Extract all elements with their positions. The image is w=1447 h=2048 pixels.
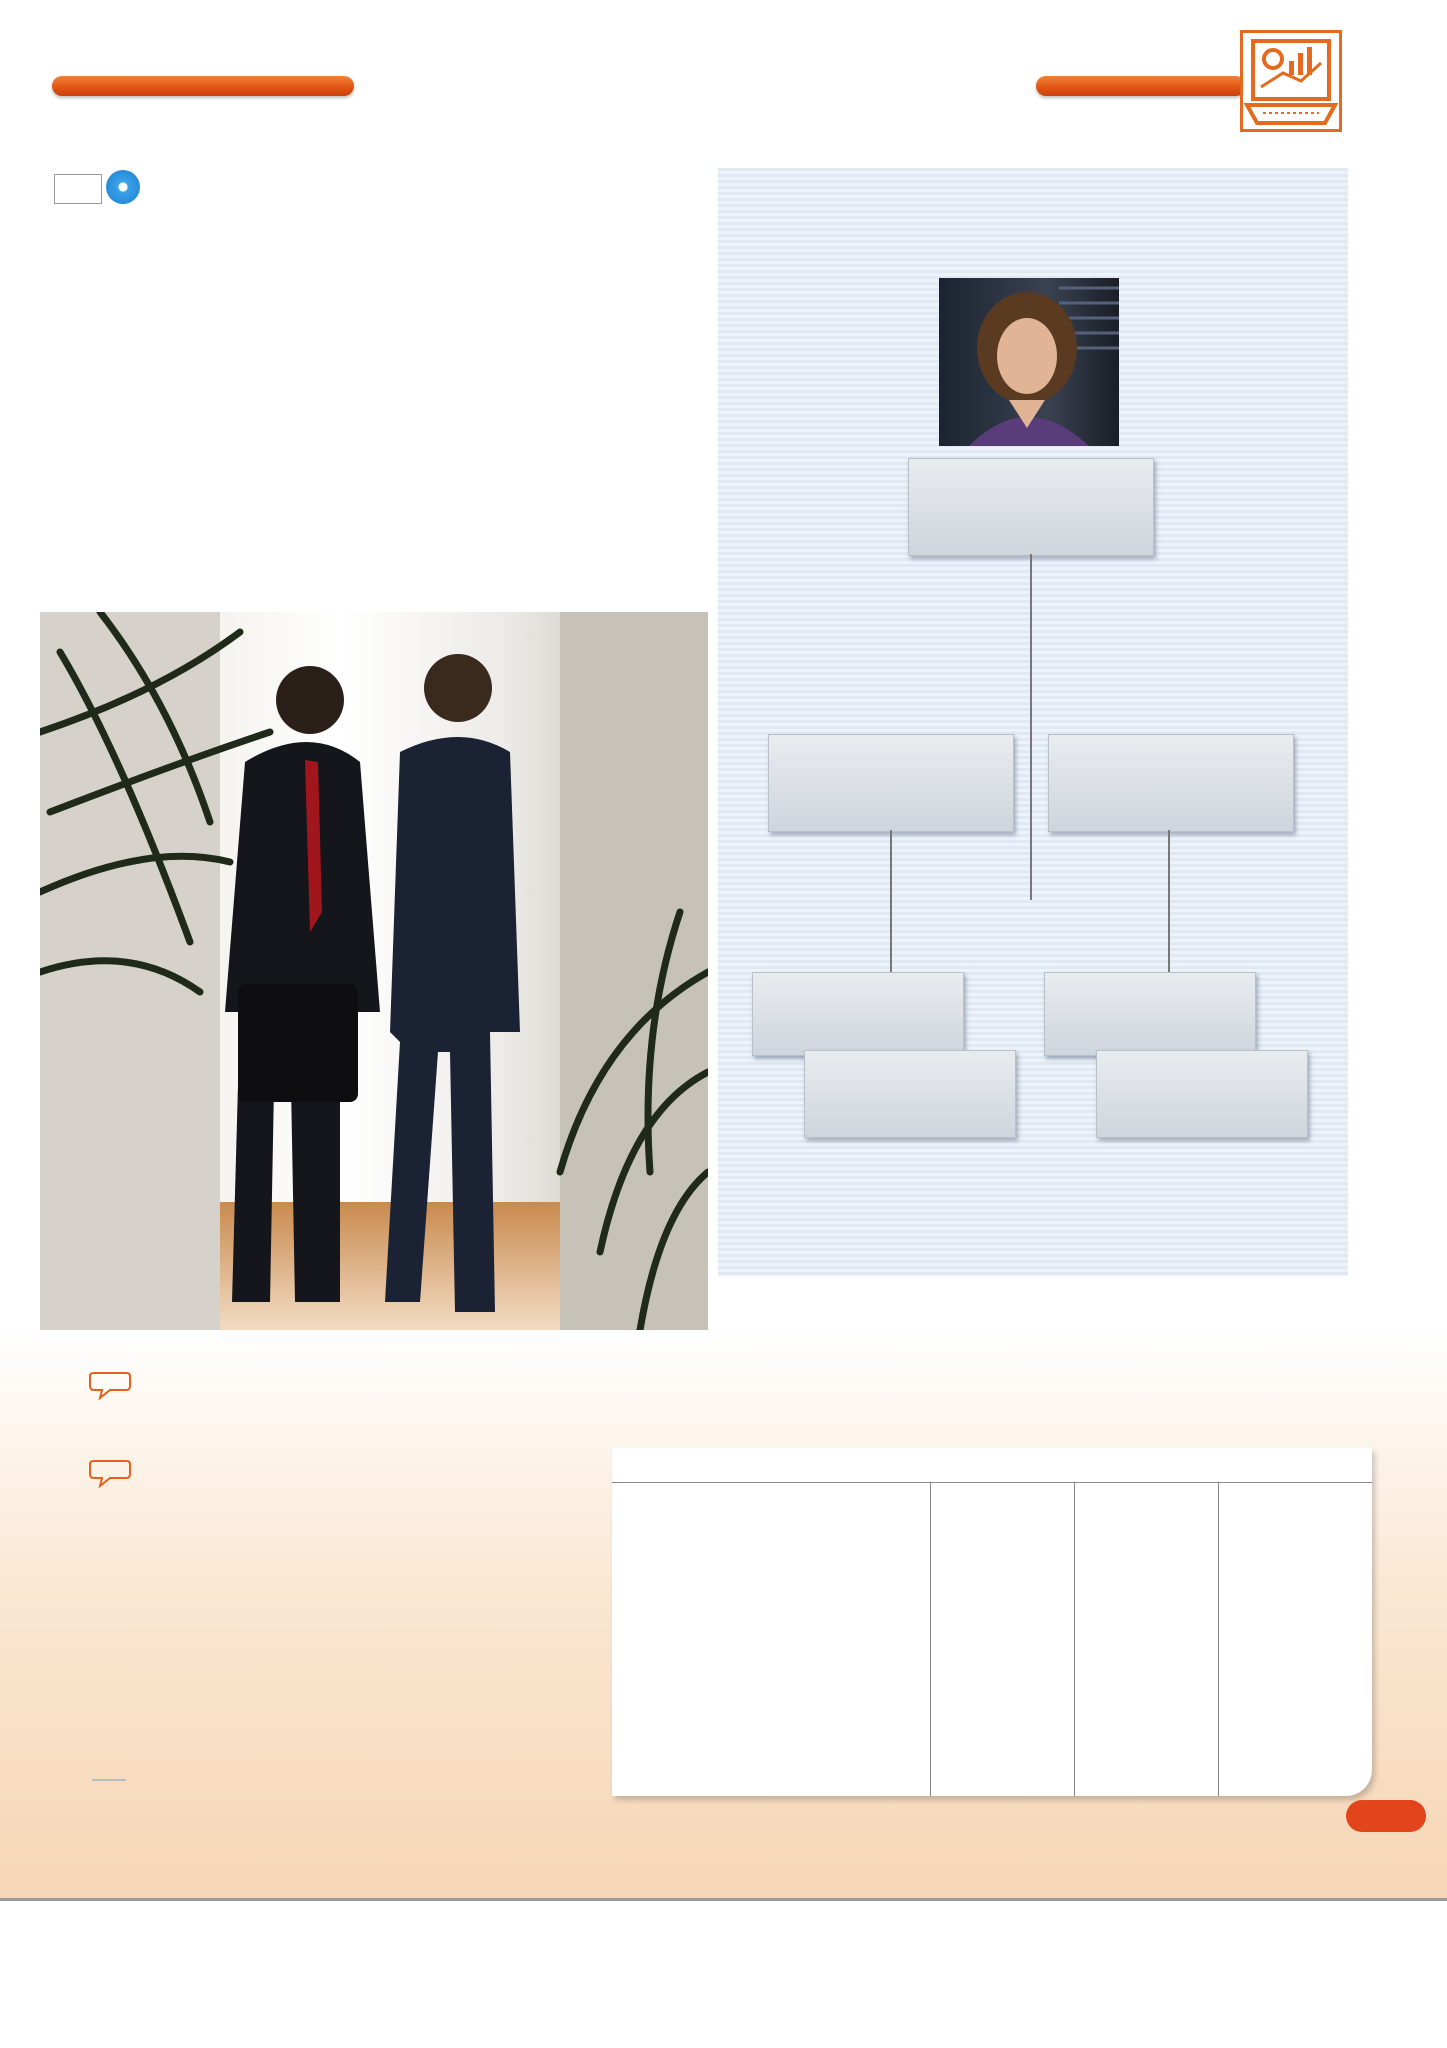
speech-bubble-icon <box>86 1372 134 1400</box>
column-divider-3 <box>1218 1482 1219 1796</box>
column-divider-2 <box>1074 1482 1075 1796</box>
vp-sales-box <box>1048 734 1294 832</box>
exercise-2-line-1 <box>86 1460 606 1491</box>
culture-file-number <box>92 1779 126 1781</box>
exercise-1-line-1 <box>86 1372 606 1403</box>
column-divider-1 <box>930 1482 931 1796</box>
exercise-2 <box>86 1460 606 1491</box>
page-number <box>1346 1800 1426 1832</box>
connector-evp <box>890 830 892 972</box>
connector-ceo <box>1030 554 1032 900</box>
exercise-1 <box>86 1372 606 1403</box>
audio-track-badge <box>54 174 102 204</box>
footer-rule <box>0 1898 1447 1901</box>
header-bar-left <box>52 76 354 96</box>
ceo-box <box>908 458 1154 556</box>
connector-vp <box>1168 830 1170 972</box>
speech-bubble-icon <box>86 1460 134 1488</box>
page-title <box>420 40 438 114</box>
production-box <box>804 1050 1016 1138</box>
evp-box <box>768 734 1014 832</box>
header-bar-right <box>1036 76 1246 96</box>
photo-two-businessmen <box>40 612 708 1330</box>
table-header <box>612 1448 1372 1483</box>
marketing-box <box>1044 972 1256 1056</box>
publicity-box <box>1096 1050 1308 1138</box>
cd-icon[interactable] <box>106 170 140 204</box>
computer-icon <box>1240 30 1342 132</box>
questions-table <box>612 1448 1372 1796</box>
ceo-photo <box>939 278 1119 446</box>
finance-box <box>752 972 964 1056</box>
org-chart-panel <box>718 168 1348 1276</box>
culture-file <box>86 1760 132 1787</box>
